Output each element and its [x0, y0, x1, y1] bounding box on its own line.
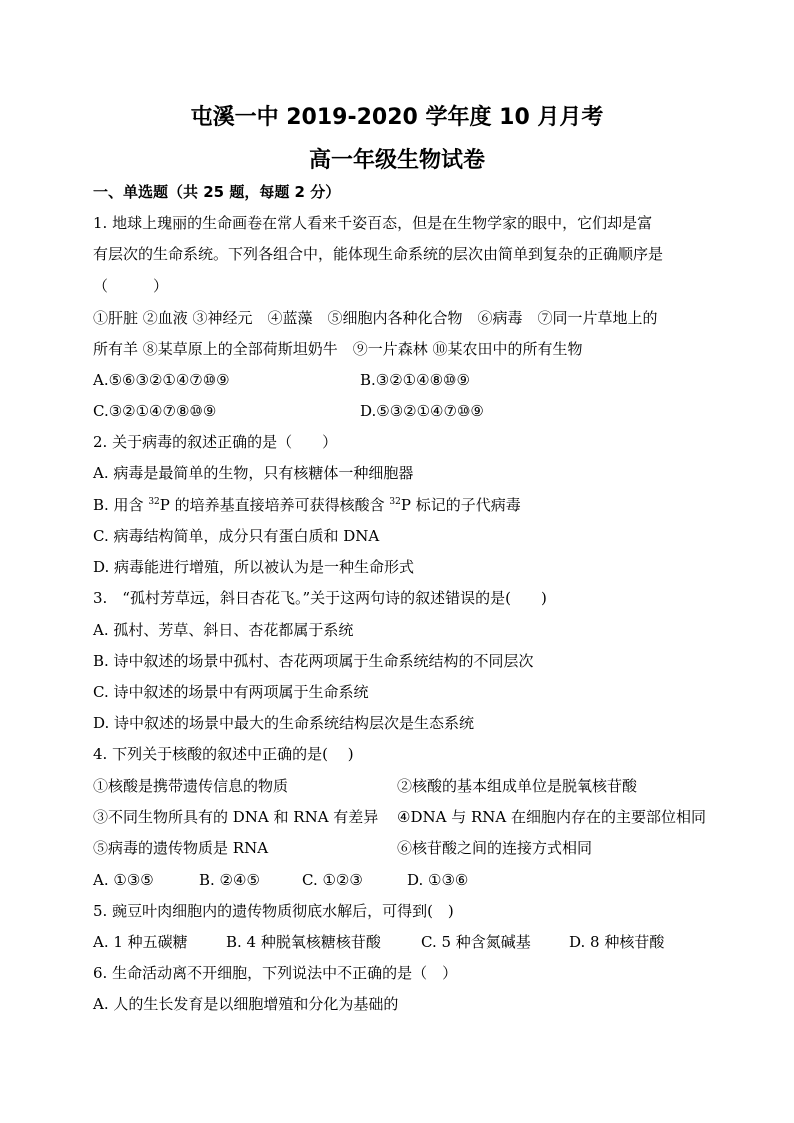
- q1-items-line1: ①肝脏 ②血液 ③神经元 ④蓝藻 ⑤细胞内各种化合物 ⑥病毒 ⑦同一片草地上的: [93, 309, 658, 327]
- q6-option-a: A. 人的生长发育是以细胞增殖和分化为基础的: [93, 995, 399, 1013]
- q1-option-b: B.③②①④⑧⑩⑨: [360, 371, 470, 389]
- exam-title: 屯溪一中 2019-2020 学年度 10 月月考: [190, 105, 604, 130]
- q3-stem: 3. “孤村芳草远，斜日杏花飞。”关于这两句诗的叙述错误的是( ): [93, 589, 547, 607]
- q1-option-a: A.⑤⑥③②①④⑦⑩⑨: [93, 371, 230, 389]
- q1-blank: （ ）: [93, 277, 169, 295]
- exam-subtitle: 高一年级生物试卷: [308, 148, 485, 173]
- q1-stem-line2: 有层次的生命系统。下列各组合中，能体现生命系统的层次由简单到复杂的正确顺序是: [93, 245, 664, 263]
- isotope-superscript: 32: [148, 497, 160, 507]
- section-heading: 一、单选题（共 25 题，每题 2 分）: [93, 183, 341, 201]
- q3-option-d: D. 诗中叙述的场景中最大的生命系统结构层次是生态系统: [93, 714, 475, 732]
- q5-option-d: D. 8 种核苷酸: [569, 933, 665, 951]
- q4-stem: 4. 下列关于核酸的叙述中正确的是( ): [93, 745, 354, 763]
- q3-option-a: A. 孤村、芳草、斜日、杏花都属于系统: [93, 621, 354, 639]
- q1-option-c: C.③②①④⑦⑧⑩⑨: [93, 402, 217, 420]
- isotope-superscript: 32: [389, 497, 401, 507]
- q4-statement-4: ④DNA 与 RNA 在细胞内存在的主要部位相同: [397, 808, 706, 826]
- q4-option-c: C. ①②③: [302, 871, 363, 889]
- q4-option-d: D. ①③⑥: [407, 871, 469, 889]
- q4-statement-2: ②核酸的基本组成单位是脱氧核苷酸: [397, 777, 638, 795]
- q2-option-b-part2: P 的培养基直接培养可获得核酸含: [159, 496, 390, 514]
- q2-option-b: [93, 494, 521, 516]
- q4-option-b: B. ②④⑤: [199, 871, 260, 889]
- q1-option-d: D.⑤③②①④⑦⑩⑨: [360, 402, 484, 420]
- q4-statement-3: ③不同生物所具有的 DNA 和 RNA 有差异: [93, 808, 379, 826]
- q2-option-d: D. 病毒能进行增殖，所以被认为是一种生命形式: [93, 558, 415, 576]
- q4-statement-1: ①核酸是携带遗传信息的物质: [93, 777, 289, 795]
- q2-stem: 2. 关于病毒的叙述正确的是（ ）: [93, 433, 338, 451]
- q6-stem: 6. 生命活动离不开细胞，下列说法中不正确的是（ ）: [93, 964, 458, 982]
- q5-option-c: C. 5 种含氮碱基: [421, 933, 531, 951]
- q4-statement-5: ⑤病毒的遗传物质是 RNA: [93, 839, 269, 857]
- q3-option-c: C. 诗中叙述的场景中有两项属于生命系统: [93, 683, 369, 701]
- q4-option-a: A. ①③⑤: [93, 871, 154, 889]
- q4-statement-6: ⑥核苷酸之间的连接方式相同: [397, 839, 593, 857]
- q2-option-a: A. 病毒是最简单的生物，只有核糖体一种细胞器: [93, 464, 414, 482]
- q2-option-b-part1: B. 用含: [93, 496, 149, 514]
- q2-option-b-part3: P 标记的子代病毒: [400, 496, 521, 514]
- q1-items-line2: 所有羊 ⑧某草原上的全部荷斯坦奶牛 ⑨一片森林 ⑩某农田中的所有生物: [93, 340, 583, 358]
- q5-option-a: A. 1 种五碳糖: [93, 933, 188, 951]
- q3-option-b: B. 诗中叙述的场景中孤村、杏花两项属于生命系统结构的不同层次: [93, 652, 534, 670]
- q2-option-c: C. 病毒结构简单，成分只有蛋白质和 DNA: [93, 527, 380, 545]
- q5-option-b: B. 4 种脱氧核糖核苷酸: [226, 933, 381, 951]
- q5-stem: 5. 豌豆叶肉细胞内的遗传物质彻底水解后，可得到( ): [93, 902, 454, 920]
- q1-stem-line1: 1. 地球上瑰丽的生命画卷在常人看来千姿百态，但是在生物学家的眼中，它们却是富: [93, 214, 653, 232]
